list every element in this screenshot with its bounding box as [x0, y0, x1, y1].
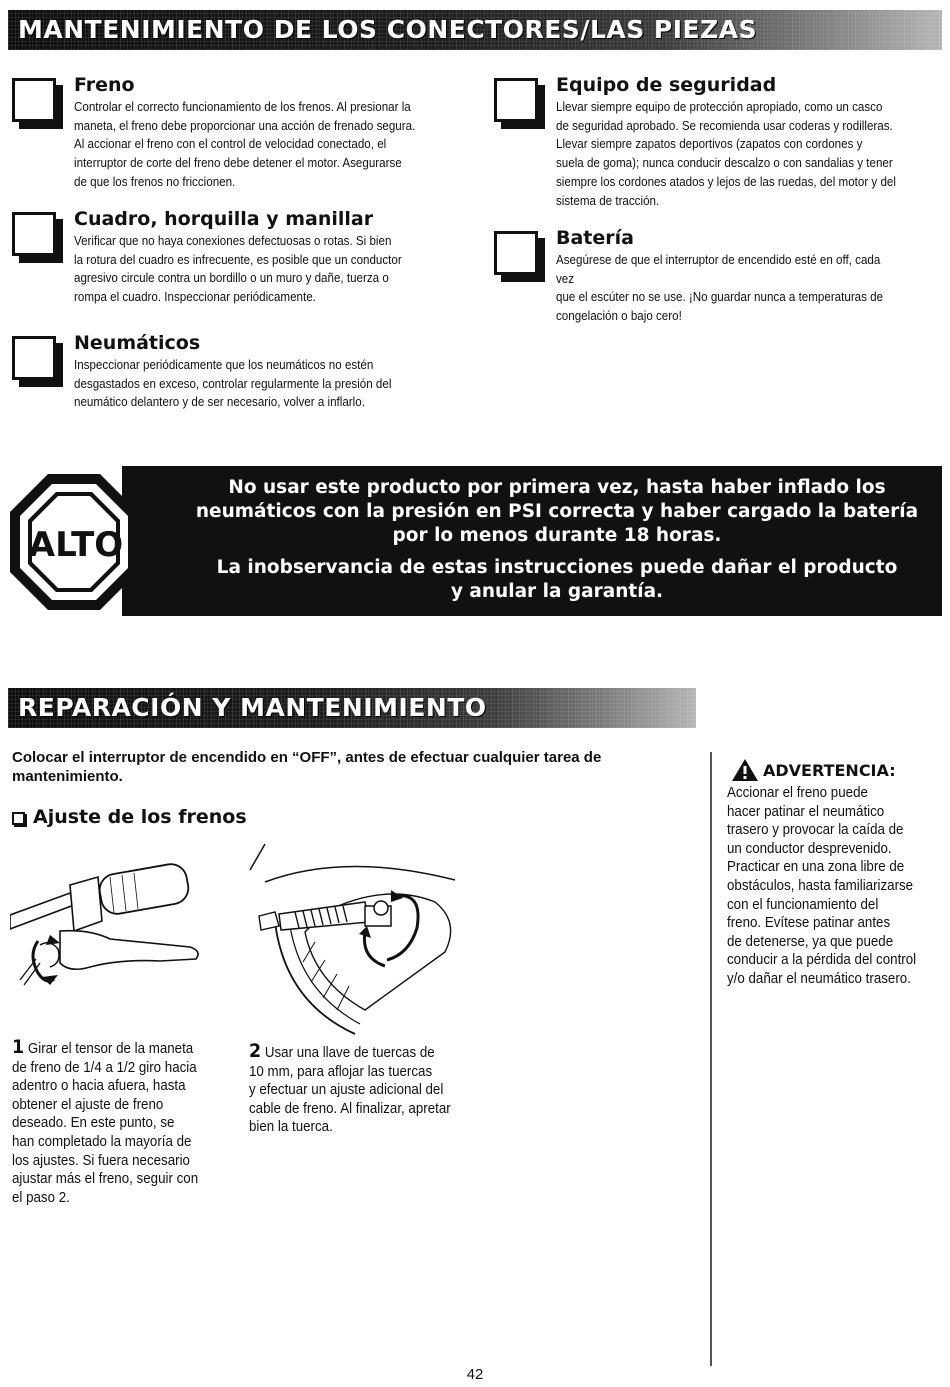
alto-warning-box: [122, 466, 942, 616]
item-text: Inspeccionar periódicamente que los neumáticos no estén desgastados en exceso, controlar regularmente la presión del neumático delantero y de ser necesario, volver a inflarlo.: [74, 357, 392, 410]
warning-title: ADVERTENCIA:: [731, 758, 950, 782]
alto-line: por lo menos durante 18 horas.: [392, 525, 722, 546]
step-number: 1: [12, 1036, 25, 1058]
alto-line: La inobservancia de estas instrucciones puede dañar el producto: [216, 557, 898, 578]
warning-triangle-icon: [731, 758, 759, 782]
section-banner-connectors: [8, 10, 942, 50]
section-banner-repair: [8, 688, 696, 728]
checkbox-icon: [494, 231, 538, 275]
step-2: 2 Usar una llave de tuercas de 10 mm, para aflojar las tuercas y efectuar un ajuste adicional del cable de freno. Al finalizar, apretar bien la tuerca.: [249, 1040, 451, 1136]
alto-line: neumáticos con la presión en PSI correcta y haber cargado la batería: [195, 501, 919, 522]
item-title: Neumáticos: [74, 332, 201, 354]
brake-lever-illustration: [10, 855, 215, 1005]
checkbox-icon: [494, 78, 538, 122]
alto-line: y anular la garantía.: [450, 581, 664, 602]
checkbox-icon: [12, 812, 25, 825]
item-text: Controlar el correcto funcionamiento de los frenos. Al presionar la maneta, el freno debe proporcionar una acción de frenado segura. Al accionar el freno con el control de velocidad conectado, el interruptor de corte del freno debe detener el motor. Asegurarse de que los frenos no friccionen.: [74, 99, 416, 189]
item-text: Verificar que no haya conexiones defectuosas o rotas. Si bien la rotura del cuadro es infrecuente, es posible que un conductor agresivo circule contra un bordillo o un muro y dañe, tuerza o rompa el cuadro. Inspeccionar periódicamente.: [74, 233, 402, 305]
item-text: Asegúrese de que el interruptor de encendido esté en off, cada vez que el escúter no se use. ¡No guardar nunca a temperaturas de congelación o bajo cero!: [556, 252, 884, 324]
step-1: 1 Girar el tensor de la maneta de freno de 1/4 a 1/2 giro hacia adentro o hacia afuera, hasta obtener el ajuste de freno deseado. En este punto, se han completado la mayoría de los ajustes. Si fuera necesario ajustar más el freno, seguir con el paso 2.: [12, 1036, 199, 1206]
item-title: Equipo de seguridad: [556, 74, 777, 96]
checkbox-icon: [12, 78, 56, 122]
alto-line: No usar este producto por primera vez, hasta haber inflado los: [228, 477, 886, 498]
brake-caliper-illustration: [245, 842, 470, 1037]
section-title: REPARACIÓN Y MANTENIMIENTO: [18, 693, 487, 722]
brake-adjust-heading: Ajuste de los frenos: [12, 806, 247, 828]
item-title: Batería: [556, 227, 634, 249]
checkbox-icon: [12, 212, 56, 256]
section-title: MANTENIMIENTO DE LOS CONECTORES/LAS PIEZAS: [18, 15, 758, 44]
stop-sign-icon: [8, 472, 140, 612]
item-title: Freno: [74, 74, 135, 96]
checkbox-icon: [12, 336, 56, 380]
warning-text: Accionar el freno puede hacer patinar el neumático trasero y provocar la caída de un conductor desprevenido. Practicar en una zona libre de obstáculos, hasta familiarizarse con el funcionamiento del freno. Evítese patinar antes de detenerse, ya que puede conducir a la pérdida del control y/o dañar el neumático trasero.: [727, 785, 917, 987]
column-divider: [710, 752, 712, 1366]
page-number: 42: [466, 1366, 484, 1383]
item-title: Cuadro, horquilla y manillar: [74, 208, 374, 230]
stop-sign-text: ALTO: [28, 525, 124, 565]
warning-box: [727, 758, 950, 989]
step-number: 2: [249, 1040, 262, 1062]
item-text: Llevar siempre equipo de protección apropiado, como un casco de seguridad aprobado. Se recomienda usar coderas y rodilleras. Llevar siempre zapatos deportivos (zapatos con cordones y suela de goma); nunca conducir descalzo o con sandalias y tener siempre los cordones atados y lejos de las ruedas, del motor y del sistema de tracción.: [556, 99, 896, 208]
intro-text: Colocar el interruptor de encendido en “OFF”, antes de efectuar cualquier tarea de mantenimiento.: [12, 749, 602, 785]
